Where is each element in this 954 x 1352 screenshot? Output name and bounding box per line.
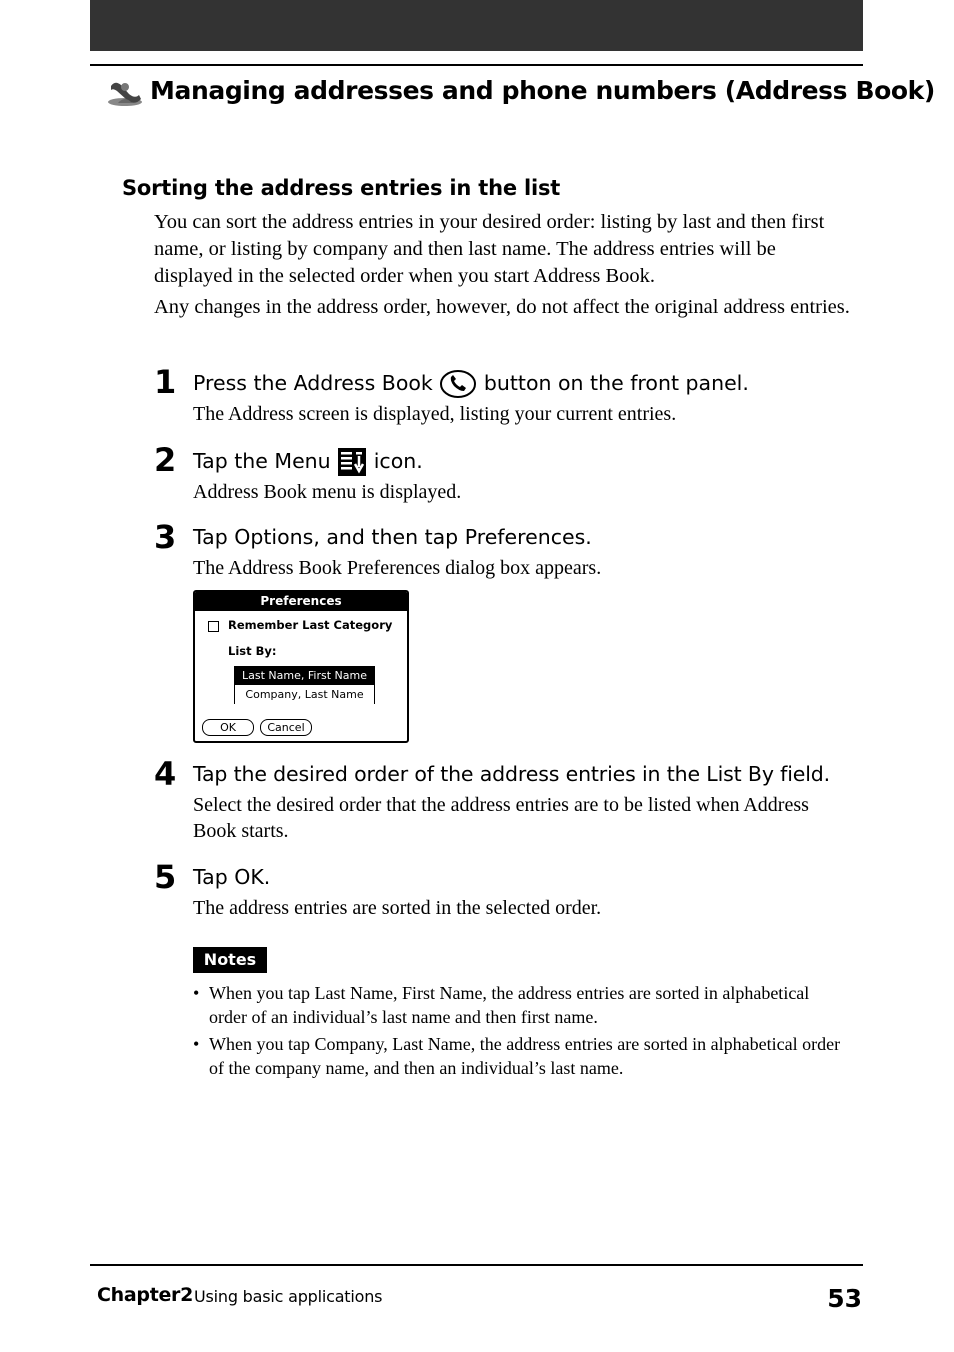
header-rule	[90, 64, 863, 66]
step-instruction: Tap OK.	[193, 865, 271, 889]
bullet: •	[193, 1034, 200, 1054]
footer-rule	[90, 1264, 863, 1266]
step-number: 3	[154, 518, 177, 556]
step-number: 1	[154, 363, 177, 401]
step-instruction	[193, 447, 423, 477]
step-text-after: icon.	[373, 449, 423, 473]
cancel-button[interactable]: Cancel	[260, 719, 312, 736]
step-number: 5	[154, 858, 177, 896]
header-bar	[90, 0, 863, 51]
note-item: When you tap Company, Last Name, the address entries are sorted in alphabetical order of the company name, and then an individual’s last name.	[209, 1034, 841, 1078]
note-item: When you tap Last Name, First Name, the address entries are sorted in alphabetical order of an individual’s last name and then first name.	[209, 983, 810, 1027]
step-text-after: button on the front panel.	[483, 371, 749, 395]
remember-category-checkbox[interactable]	[208, 621, 219, 632]
notes-badge: Notes	[193, 947, 267, 973]
step-description: Select the desired order that the address entries are to be listed when Address Book starts.	[193, 794, 809, 842]
list-by-label: List By:	[228, 644, 277, 658]
step-number: 2	[154, 441, 177, 479]
step-text-before: Press the Address Book	[193, 371, 433, 395]
menu-icon	[337, 447, 367, 477]
ok-button[interactable]: OK	[202, 719, 254, 736]
bullet: •	[193, 983, 200, 1003]
step-text-before: Tap the Menu	[193, 449, 331, 473]
phone-button-icon	[439, 369, 477, 399]
step-description: The Address screen is displayed, listing your current entries.	[193, 403, 677, 425]
step-description: Address Book menu is displayed.	[193, 481, 462, 503]
page-title: Managing addresses and phone numbers (Address Book)	[150, 76, 935, 105]
step-description: The address entries are sorted in the selected order.	[193, 897, 602, 919]
list-option-company-last[interactable]: Company, Last Name	[235, 686, 374, 704]
address-book-icon	[105, 76, 145, 108]
footer-chapter: Chapter2	[97, 1284, 194, 1306]
step-number: 4	[154, 755, 177, 793]
remember-category-label: Remember Last Category	[228, 618, 393, 632]
intro-paragraph: Any changes in the address order, however, do not affect the original address entries.	[154, 296, 850, 318]
footer-section-title: Using basic applications	[194, 1287, 383, 1306]
list-by-options	[234, 666, 375, 704]
page-number: 53	[827, 1284, 862, 1313]
step-description: The Address Book Preferences dialog box appears.	[193, 557, 602, 579]
step-instruction	[193, 369, 749, 399]
dialog-title: Preferences	[195, 592, 407, 611]
list-option-last-first[interactable]: Last Name, First Name	[235, 667, 374, 685]
intro-paragraph: You can sort the address entries in your desired order: listing by last and then first name, or listing by company and then last name. The address entries will be displayed in the selected order when you start Address Book.	[154, 211, 825, 287]
preferences-dialog	[193, 590, 409, 743]
section-heading: Sorting the address entries in the list	[122, 176, 561, 200]
step-instruction: Tap the desired order of the address entries in the List By field.	[193, 762, 831, 786]
step-instruction: Tap Options, and then tap Preferences.	[193, 525, 592, 549]
